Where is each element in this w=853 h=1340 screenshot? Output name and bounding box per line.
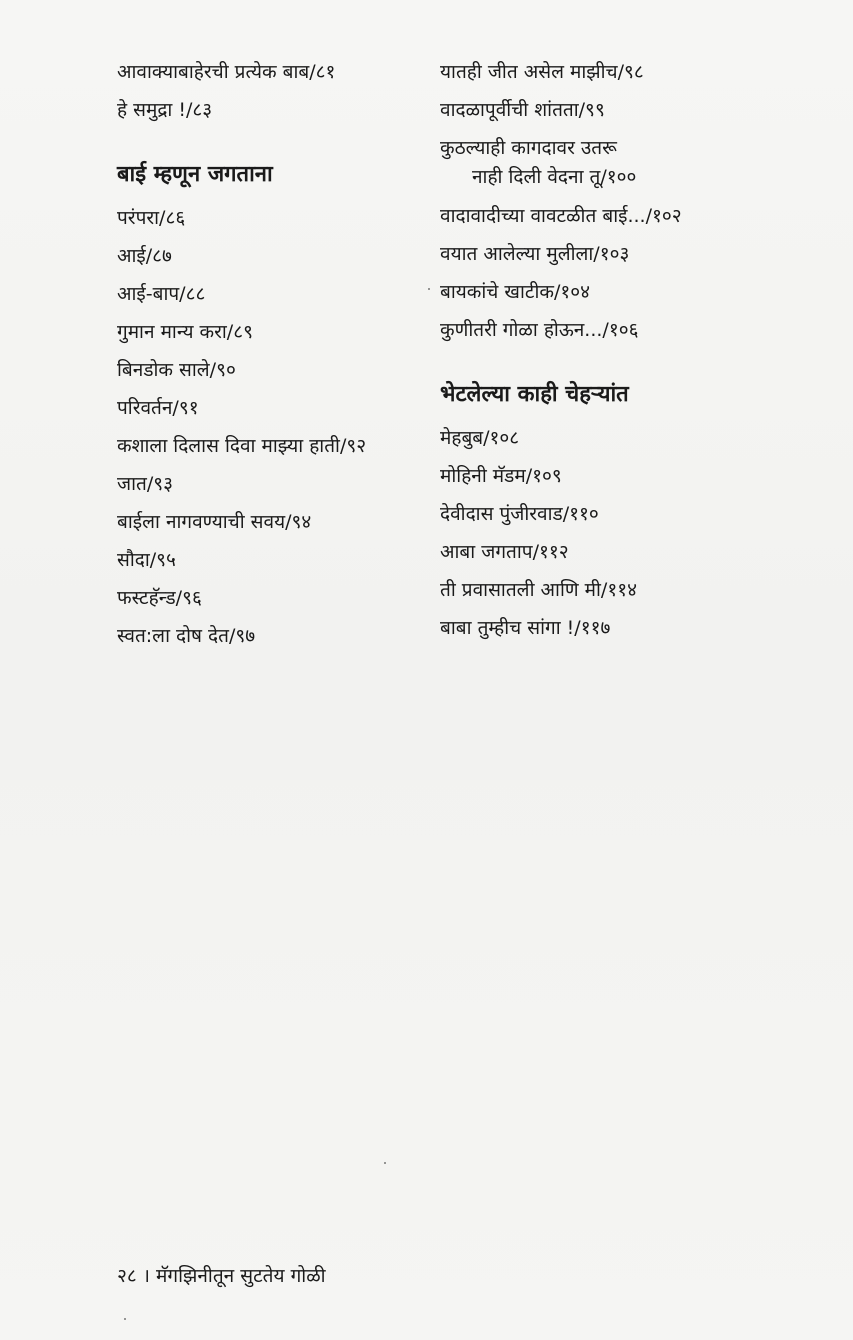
toc-entry: स्वत:ला दोष देत/९७ (117, 625, 256, 647)
toc-entry: वयात आलेल्या मुलीला/१०३ (440, 243, 630, 265)
toc-entry: गुमान मान्य करा/८९ (117, 321, 253, 343)
toc-entry: वादावादीच्या वावटळीत बाई.../१०२ (440, 205, 682, 227)
toc-entry: कुणीतरी गोळा होऊन.../१०६ (440, 319, 639, 341)
toc-entry-line-continued: नाही दिली वेदना तू/१०० (472, 166, 637, 188)
toc-entry-line: कुठल्याही कागदावर उतरू (440, 137, 617, 159)
toc-entry: आई/८७ (117, 245, 172, 267)
toc-entry: आबा जगताप/११२ (440, 541, 569, 563)
toc-right-column (440, 58, 770, 652)
toc-entry: परंपरा/८६ (117, 207, 186, 229)
toc-entry: फस्टहॅन्ड/९६ (117, 587, 202, 609)
paper-speck (428, 288, 430, 290)
toc-entry: बायकांचे खाटीक/१०४ (440, 281, 591, 303)
section-heading: भेटलेल्या काही चेहऱ्यांत (440, 382, 629, 407)
toc-entry: यातही जीत असेल माझीच/९८ (440, 61, 644, 83)
toc-entry: हे समुद्रा !/८३ (117, 99, 213, 121)
toc-entry: मोहिनी मॅडम/१०९ (440, 465, 562, 487)
toc-entry: वादळापूर्वीची शांतता/९९ (440, 99, 605, 121)
toc-entry: परिवर्तन/९१ (117, 397, 199, 419)
spacer (440, 354, 770, 380)
toc-entry: कशाला दिलास दिवा माझ्या हाती/९२ (117, 435, 367, 457)
toc-entry: सौदा/९५ (117, 549, 176, 571)
toc-entry: ती प्रवासातली आणि मी/११४ (440, 579, 637, 601)
paper-speck (124, 1318, 126, 1320)
toc-entry: जात/९३ (117, 473, 174, 495)
spacer (117, 134, 427, 160)
toc-entry: बिनडोक साले/९० (117, 359, 236, 381)
toc-entry: बाईला नागवण्याची सवय/९४ (117, 511, 312, 533)
toc-entry: आवाक्याबाहेरची प्रत्येक बाब/८१ (117, 61, 336, 83)
toc-left-column (117, 58, 427, 660)
page-footer: २८ । मॅगझिनीतून सुटतेय गोळी (117, 1265, 326, 1287)
section-heading: बाई म्हणून जगताना (117, 162, 273, 187)
toc-entry: मेहबुब/१०८ (440, 427, 520, 449)
toc-entry: बाबा तुम्हीच सांगा !/११७ (440, 617, 611, 639)
toc-entry: देवीदास पुंजीरवाड/११० (440, 503, 599, 525)
toc-entry: आई-बाप/८८ (117, 283, 206, 305)
paper-speck (384, 1162, 386, 1164)
toc-entry-multiline (440, 134, 770, 192)
